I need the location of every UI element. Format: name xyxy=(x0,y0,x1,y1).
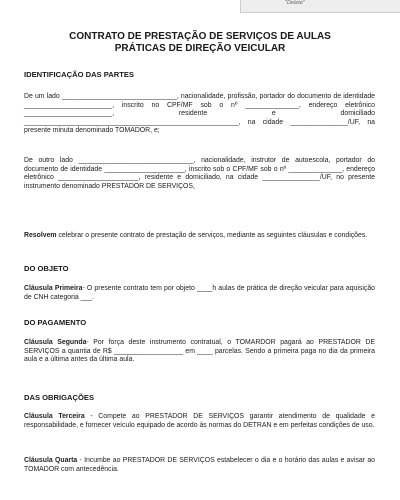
clause-primeira-text: - O presente contrato tem por objeto ____h aulas de prática de direção veicular para aquisição de CNH categoria ___. xyxy=(24,285,375,301)
clause-quarta-text: - Incumbe ao PRESTADOR DE SERVIÇOS estabelecer o dia e o horário das aulas e avisar ao TOMADOR com antecedência. xyxy=(24,457,375,473)
clause-quarta xyxy=(24,457,375,474)
clause-terceira-label: Cláusula Terceira xyxy=(24,413,85,420)
clause-quarta-label: Cláusula Quarta xyxy=(24,457,78,464)
section-heading-partes: IDENTIFICAÇÃO DAS PARTES xyxy=(24,70,134,79)
section-heading-pagamento: DO PAGAMENTO xyxy=(24,318,87,327)
clause-segunda-label: Cláusula Segunda xyxy=(24,339,87,346)
title-line-2: PRÁTICAS DE DIREÇÃO VEICULAR xyxy=(114,43,286,54)
document-title xyxy=(20,31,380,55)
resolvem-label: Resolvem xyxy=(24,232,57,239)
clause-terceira-text: - Compete ao PRESTADOR DE SERVIÇOS garantir atendimento de qualidade e responsabilidade, e fornecer veículo equipado de acordo às normas do DETRAN e em perfeitas condições de uso. xyxy=(24,413,375,429)
corner-note xyxy=(240,0,400,13)
clause-segunda-text: - Por força deste instrumento contratual, o TOMARDOR pagará ao PRESTADOR DE SERVIÇOS a quantia de R$ __________________ em ____ parcelas. Sendo a primeira paga no dia da primeira aula e a última antes da última aula. xyxy=(24,339,375,363)
clause-segunda xyxy=(24,339,375,365)
paragraph-tomador: De um lado ______________________________, nacionalidade, profissão, portador do documento de identidade _______________________, inscrito no CPF/MF sob o nº ______________, endereço eletrônico _______________________, residente e domiciliado ________________________________________________________, na cidade _______________/UF, na presente minuta denominado TOMADOR, e; xyxy=(24,93,375,134)
section-heading-objeto: DO OBJETO xyxy=(24,264,69,273)
title-line-1: CONTRATO DE PRESTAÇÃO DE SERVIÇOS DE AULAS xyxy=(69,31,331,42)
corner-note-text: "Delete" xyxy=(285,0,305,6)
resolvem-text: celebrar o presente contrato de prestação de serviços, mediante as seguintes cláusulas e condições. xyxy=(56,232,368,239)
clause-primeira xyxy=(24,285,375,302)
section-heading-obrigacoes: DAS OBRIGAÇÕES xyxy=(24,393,95,402)
clause-primeira-label: Cláusula Primeira xyxy=(24,285,83,292)
paragraph-prestador: De outro lado ______________________________, nacionalidade, instrutor de autoescola, portador do documento de identidade _____________________, inscrito sob o CPF/MF sob o nº ______________, endereço eletrônico _____________________, residente e domiciliado, na cidade _______________/UF, no presente instrumento denominado PRESTADOR DE SERVIÇOS, xyxy=(24,157,375,190)
paragraph-resolvem xyxy=(24,232,375,241)
clause-terceira xyxy=(24,413,375,430)
